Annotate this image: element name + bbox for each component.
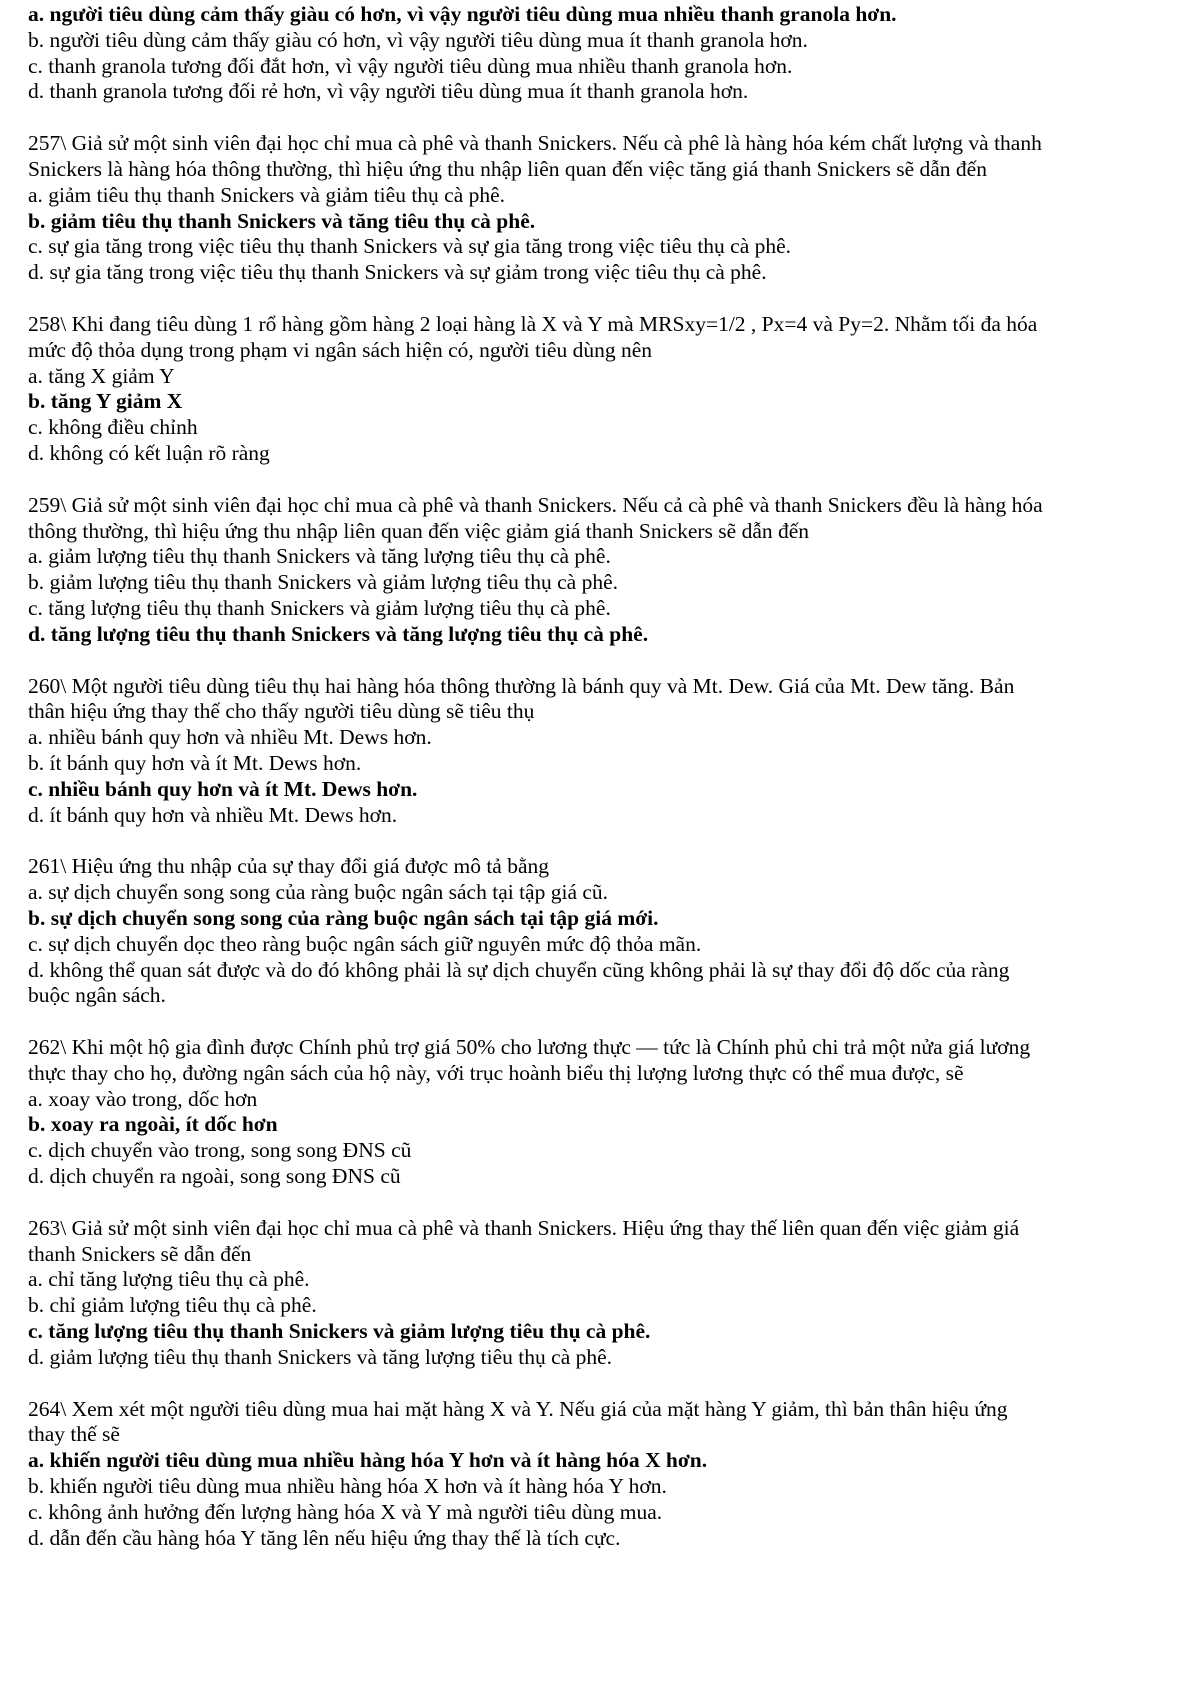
question-260 bbox=[28, 674, 1162, 829]
option-263-d: d. giảm lượng tiêu thụ thanh Snickers và tăng lượng tiêu thụ cà phê. bbox=[28, 1344, 613, 1369]
option-258-b: b. tăng Y giảm X bbox=[28, 389, 183, 414]
question-stem: 261\ Hiệu ứng thu nhập của sự thay đổi giá được mô tả bằng bbox=[28, 854, 550, 879]
question-stem: Snickers là hàng hóa thông thường, thì hiệu ứng thu nhập liên quan đến việc tăng giá thanh Snickers sẽ dẫn đến bbox=[28, 156, 987, 181]
option-263-a: a. chỉ tăng lượng tiêu thụ cà phê. bbox=[28, 1267, 310, 1292]
option-257-b: b. giảm tiêu thụ thanh Snickers và tăng tiêu thụ cà phê. bbox=[28, 208, 536, 233]
option-257-d: d. sự gia tăng trong việc tiêu thụ thanh Snickers và sự giảm trong việc tiêu thụ cà phê. bbox=[28, 260, 767, 285]
question-stem: mức độ thỏa dụng trong phạm vi ngân sách hiện có, người tiêu dùng nên bbox=[28, 337, 653, 362]
question-stem: thân hiệu ứng thay thế cho thấy người tiêu dùng sẽ tiêu thụ bbox=[28, 699, 535, 724]
spacer bbox=[28, 1190, 1162, 1216]
question-stem: thông thường, thì hiệu ứng thu nhập liên quan đến việc giảm giá thanh Snickers sẽ dẫn đến bbox=[28, 518, 810, 543]
question-261 bbox=[28, 854, 1162, 1009]
question-stem: 263\ Giả sử một sinh viên đại học chỉ mua cà phê và thanh Snickers. Hiệu ứng thay thế liên quan đến việc giảm giá bbox=[28, 1215, 1020, 1240]
question-259 bbox=[28, 493, 1162, 648]
question-stem: 264\ Xem xét một người tiêu dùng mua hai mặt hàng X và Y. Nếu giá của mặt hàng Y giảm, thì bản thân hiệu ứng bbox=[28, 1396, 1008, 1421]
option-259-b: b. giảm lượng tiêu thụ thanh Snickers và giảm lượng tiêu thụ cà phê. bbox=[28, 570, 619, 595]
option-259-a: a. giảm lượng tiêu thụ thanh Snickers và tăng lượng tiêu thụ cà phê. bbox=[28, 544, 611, 569]
spacer bbox=[28, 1009, 1162, 1035]
option-257-c: c. sự gia tăng trong việc tiêu thụ thanh Snickers và sự gia tăng trong việc tiêu thụ cà phê. bbox=[28, 234, 792, 259]
option-264-b: b. khiến người tiêu dùng mua nhiều hàng hóa X hơn và ít hàng hóa Y hơn. bbox=[28, 1474, 667, 1499]
option-261-a: a. sự dịch chuyển song song của ràng buộc ngân sách tại tập giá cũ. bbox=[28, 880, 609, 905]
option-261-c: c. sự dịch chuyển dọc theo ràng buộc ngân sách giữ nguyên mức độ thỏa mãn. bbox=[28, 931, 702, 956]
option-259-c: c. tăng lượng tiêu thụ thanh Snickers và giảm lượng tiêu thụ cà phê. bbox=[28, 595, 611, 620]
option-260-d: d. ít bánh quy hơn và nhiều Mt. Dews hơn. bbox=[28, 802, 398, 827]
option-261-d-continued: buộc ngân sách. bbox=[28, 983, 166, 1008]
option-261-d: d. không thể quan sát được và do đó không phải là sự dịch chuyển cũng không phải là sự thay đổi độ dốc của ràng bbox=[28, 957, 1010, 982]
question-263 bbox=[28, 1216, 1162, 1371]
option-263-c: c. tăng lượng tiêu thụ thanh Snickers và giảm lượng tiêu thụ cà phê. bbox=[28, 1319, 651, 1344]
question-stem: 260\ Một người tiêu dùng tiêu thụ hai hàng hóa thông thường là bánh quy và Mt. Dew. Giá của Mt. Dew tăng. Bản bbox=[28, 673, 1015, 698]
option-260-c: c. nhiều bánh quy hơn và ít Mt. Dews hơn. bbox=[28, 776, 418, 801]
option-262-d: d. dịch chuyển ra ngoài, song song ĐNS cũ bbox=[28, 1164, 401, 1189]
option-257-a: a. giảm tiêu thụ thanh Snickers và giảm tiêu thụ cà phê. bbox=[28, 182, 506, 207]
spacer bbox=[28, 286, 1162, 312]
question-stem: thanh Snickers sẽ dẫn đến bbox=[28, 1241, 252, 1266]
question-stem: 262\ Khi một hộ gia đình được Chính phủ trợ giá 50% cho lương thực — tức là Chính phủ chi trả một nửa giá lương bbox=[28, 1035, 1031, 1060]
option-264-a: a. khiến người tiêu dùng mua nhiều hàng hóa Y hơn và ít hàng hóa X hơn. bbox=[28, 1448, 708, 1473]
question-stem: thay thế sẽ bbox=[28, 1422, 120, 1447]
option-256-a: a. người tiêu dùng cảm thấy giàu có hơn, vì vậy người tiêu dùng mua nhiều thanh granola hơn. bbox=[28, 2, 897, 26]
question-258 bbox=[28, 312, 1162, 467]
option-256-d: d. thanh granola tương đối rẻ hơn, vì vậy người tiêu dùng mua ít thanh granola hơn. bbox=[28, 79, 749, 104]
question-262 bbox=[28, 1035, 1162, 1190]
question-stem: 257\ Giả sử một sinh viên đại học chỉ mua cà phê và thanh Snickers. Nếu cà phê là hàng hóa kém chất lượng và thanh bbox=[28, 131, 1042, 156]
option-262-b: b. xoay ra ngoài, ít dốc hơn bbox=[28, 1112, 278, 1137]
option-262-a: a. xoay vào trong, dốc hơn bbox=[28, 1086, 258, 1111]
option-256-b: b. người tiêu dùng cảm thấy giàu có hơn, vì vậy người tiêu dùng mua ít thanh granola hơn. bbox=[28, 27, 808, 52]
option-264-c: c. không ảnh hưởng đến lượng hàng hóa X và Y mà người tiêu dùng mua. bbox=[28, 1499, 663, 1524]
spacer bbox=[28, 467, 1162, 493]
option-258-c: c. không điều chỉnh bbox=[28, 415, 198, 440]
option-259-d: d. tăng lượng tiêu thụ thanh Snickers và tăng lượng tiêu thụ cà phê. bbox=[28, 621, 649, 646]
question-stem: 258\ Khi đang tiêu dùng 1 rổ hàng gồm hàng 2 loại hàng là X và Y mà MRSxy=1/2 , Px=4 và Py=2. Nhằm tối đa hóa bbox=[28, 311, 1038, 336]
spacer bbox=[28, 828, 1162, 854]
option-261-b: b. sự dịch chuyển song song của ràng buộc ngân sách tại tập giá mới. bbox=[28, 905, 659, 930]
question-256 bbox=[28, 2, 1162, 105]
option-258-d: d. không có kết luận rõ ràng bbox=[28, 440, 270, 465]
question-stem: 259\ Giả sử một sinh viên đại học chỉ mua cà phê và thanh Snickers. Nếu cả cà phê và thanh Snickers đều là hàng hóa bbox=[28, 492, 1043, 517]
spacer bbox=[28, 648, 1162, 674]
question-stem: thực thay cho họ, đường ngân sách của hộ này, với trục hoành biểu thị lượng lương thực có thể mua được, sẽ bbox=[28, 1060, 964, 1085]
option-262-c: c. dịch chuyển vào trong, song song ĐNS cũ bbox=[28, 1138, 412, 1163]
spacer bbox=[28, 1371, 1162, 1397]
question-264 bbox=[28, 1397, 1162, 1552]
option-256-c: c. thanh granola tương đối đắt hơn, vì vậy người tiêu dùng mua nhiều thanh granola hơn. bbox=[28, 53, 793, 78]
spacer bbox=[28, 105, 1162, 131]
question-257 bbox=[28, 131, 1162, 286]
option-260-b: b. ít bánh quy hơn và ít Mt. Dews hơn. bbox=[28, 750, 362, 775]
option-258-a: a. tăng X giảm Y bbox=[28, 363, 175, 388]
option-263-b: b. chỉ giảm lượng tiêu thụ cà phê. bbox=[28, 1293, 317, 1318]
option-260-a: a. nhiều bánh quy hơn và nhiều Mt. Dews hơn. bbox=[28, 725, 432, 750]
option-264-d: d. dẫn đến cầu hàng hóa Y tăng lên nếu hiệu ứng thay thế là tích cực. bbox=[28, 1525, 621, 1550]
